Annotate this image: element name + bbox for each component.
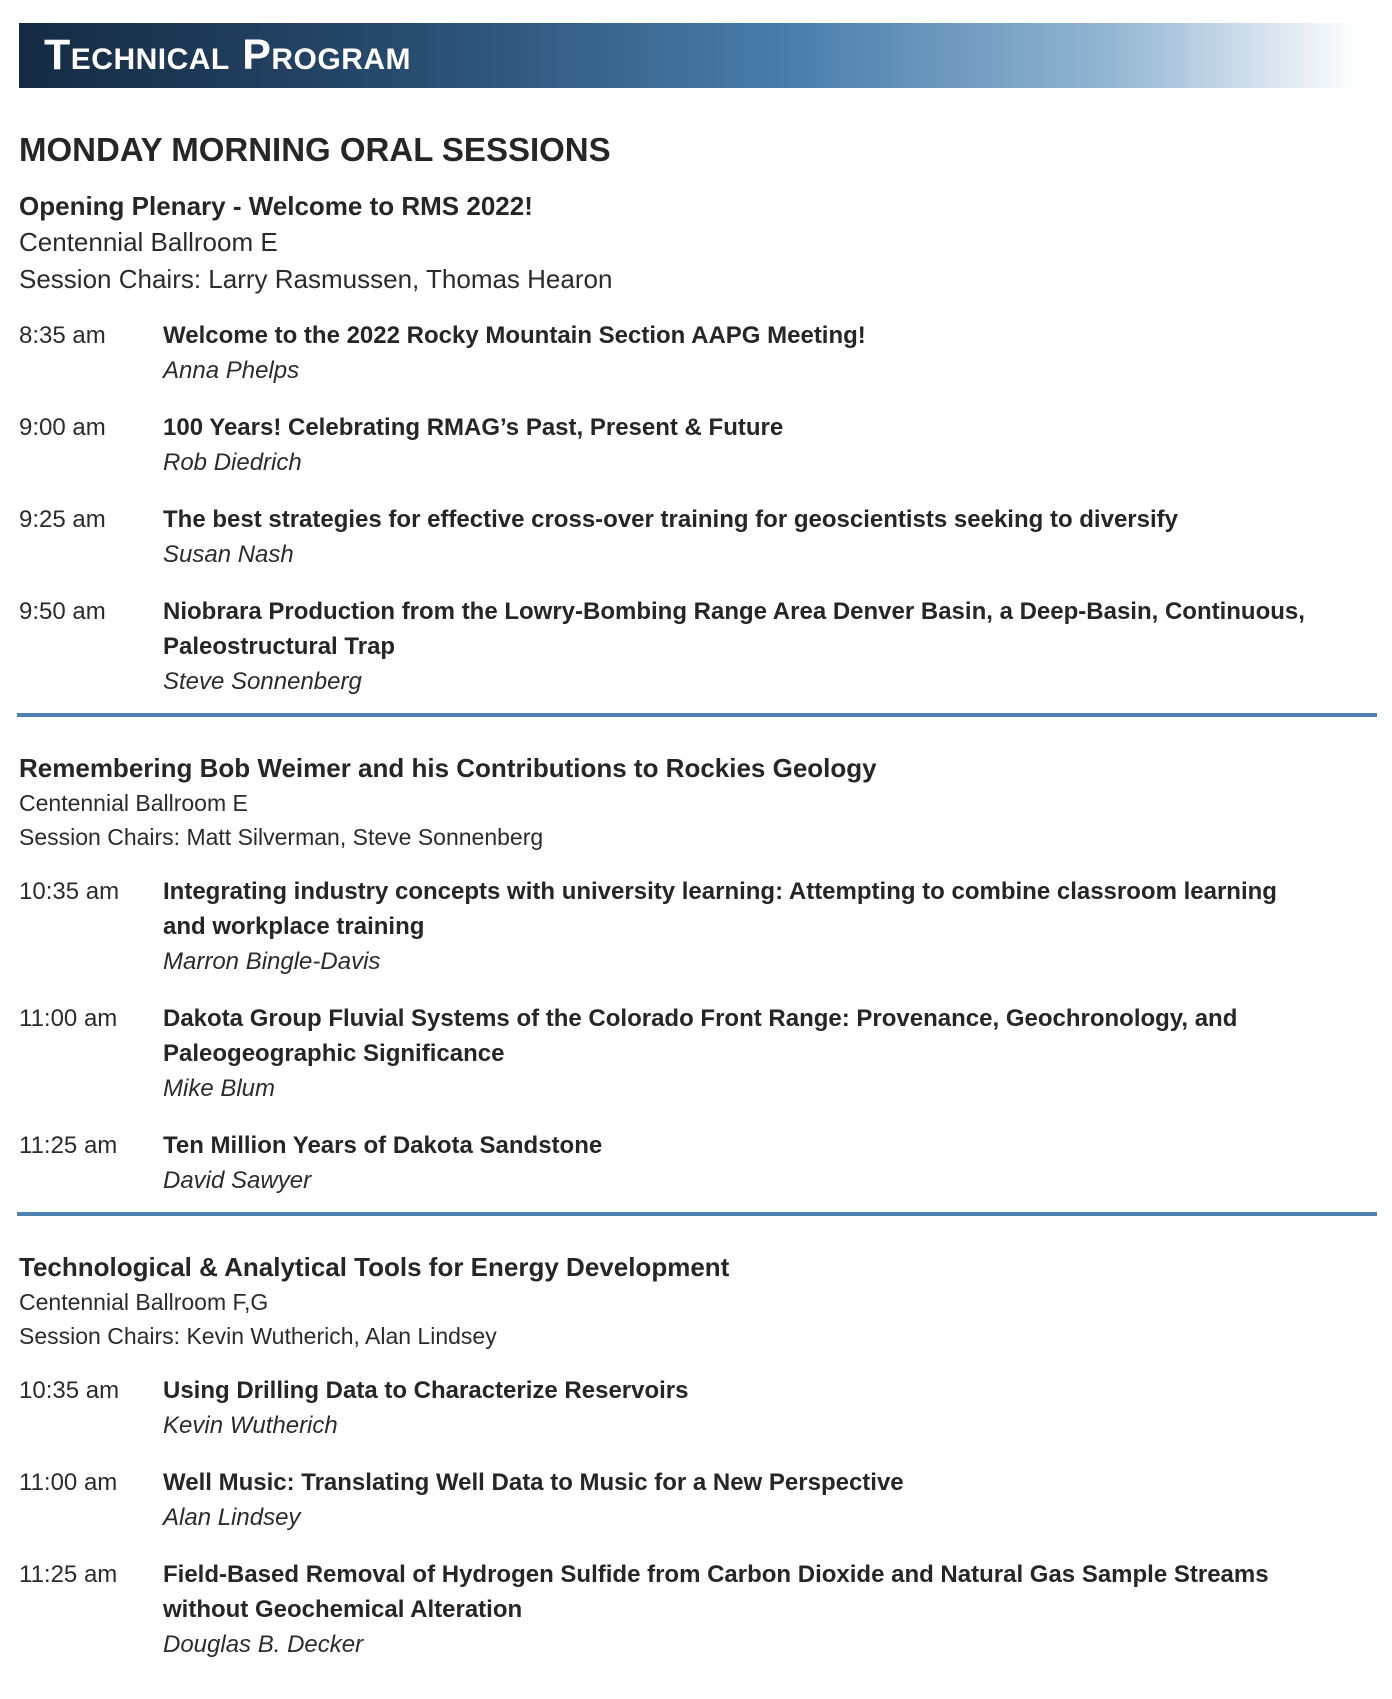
talk-list	[19, 874, 1374, 1198]
talk-author: Susan Nash	[163, 541, 294, 568]
talk-item	[19, 1465, 1374, 1535]
talk-title: Using Drilling Data to Characterize Reservoirs	[163, 1377, 689, 1404]
talk-list	[19, 318, 1374, 699]
talk-author: Alan Lindsey	[163, 1504, 301, 1531]
talk-item	[19, 1557, 1374, 1662]
talk-time: 8:35 am	[19, 322, 106, 349]
talk-time: 11:00 am	[19, 1469, 118, 1496]
talk-title: Integrating industry concepts with university learning: Attempting to combine classroom learning and workplace training	[163, 878, 1277, 940]
talk-author: Kevin Wutherich	[163, 1412, 338, 1439]
talk-author: Marron Bingle-Davis	[163, 948, 381, 975]
session-title: Remembering Bob Weimer and his Contributions to Rockies Geology	[19, 753, 877, 783]
session-title: Opening Plenary - Welcome to RMS 2022!	[19, 191, 533, 221]
talk-title: Niobrara Production from the Lowry-Bombing Range Area Denver Basin, a Deep-Basin, Continuous, Paleostructural Trap	[163, 598, 1305, 660]
talk-author: Anna Phelps	[163, 357, 300, 384]
banner-title: Technical Program	[44, 31, 412, 79]
talk-item	[19, 410, 1374, 480]
session-chairs: Session Chairs: Larry Rasmussen, Thomas Hearon	[19, 264, 613, 294]
session-room: Centennial Ballroom F,G	[19, 1289, 269, 1315]
talk-time: 10:35 am	[19, 1377, 120, 1404]
session-title: Technological & Analytical Tools for Energy Development	[19, 1252, 730, 1282]
talk-item	[19, 874, 1374, 979]
session-bob-weimer	[19, 750, 1374, 1198]
talk-item	[19, 502, 1374, 572]
talk-item	[19, 318, 1374, 388]
talk-author: Steve Sonnenberg	[163, 668, 362, 695]
program-content	[19, 130, 1374, 1662]
talk-time: 11:25 am	[19, 1561, 118, 1588]
session-room: Centennial Ballroom E	[19, 790, 248, 816]
talk-time: 9:50 am	[19, 598, 106, 625]
talk-author: Rob Diedrich	[163, 449, 302, 476]
talk-title: Well Music: Translating Well Data to Music for a New Perspective	[163, 1469, 904, 1496]
talk-time: 10:35 am	[19, 878, 120, 905]
talk-item	[19, 1373, 1374, 1443]
talk-title: Welcome to the 2022 Rocky Mountain Section AAPG Meeting!	[163, 322, 866, 349]
talk-time: 11:00 am	[19, 1005, 118, 1032]
session-energy-tools	[19, 1249, 1374, 1662]
talk-author: David Sawyer	[163, 1167, 312, 1194]
talk-time: 11:25 am	[19, 1132, 118, 1159]
session-divider	[17, 1212, 1377, 1216]
session-divider	[17, 713, 1377, 717]
talk-title: Field-Based Removal of Hydrogen Sulfide from Carbon Dioxide and Natural Gas Sample Streams without Geochemical Alteration	[163, 1561, 1269, 1623]
talk-item	[19, 1128, 1374, 1198]
talk-title: Dakota Group Fluvial Systems of the Colorado Front Range: Provenance, Geochronology, and Paleogeographic Significance	[163, 1005, 1238, 1067]
session-opening-plenary	[19, 188, 1374, 699]
talk-item	[19, 1001, 1374, 1106]
talk-title: The best strategies for effective cross-over training for geoscientists seeking to diversify	[163, 506, 1178, 533]
program-banner	[19, 23, 1359, 88]
talk-title: Ten Million Years of Dakota Sandstone	[163, 1132, 603, 1159]
day-heading: MONDAY MORNING ORAL SESSIONS	[19, 131, 611, 168]
session-chairs: Session Chairs: Matt Silverman, Steve Sonnenberg	[19, 824, 544, 850]
talk-time: 9:25 am	[19, 506, 106, 533]
session-chairs: Session Chairs: Kevin Wutherich, Alan Lindsey	[19, 1323, 497, 1349]
session-room: Centennial Ballroom E	[19, 227, 278, 257]
talk-list	[19, 1373, 1374, 1662]
talk-author: Mike Blum	[163, 1075, 276, 1102]
talk-item	[19, 594, 1374, 699]
talk-title: 100 Years! Celebrating RMAG’s Past, Present & Future	[163, 414, 784, 441]
talk-time: 9:00 am	[19, 414, 106, 441]
talk-author: Douglas B. Decker	[163, 1631, 364, 1658]
